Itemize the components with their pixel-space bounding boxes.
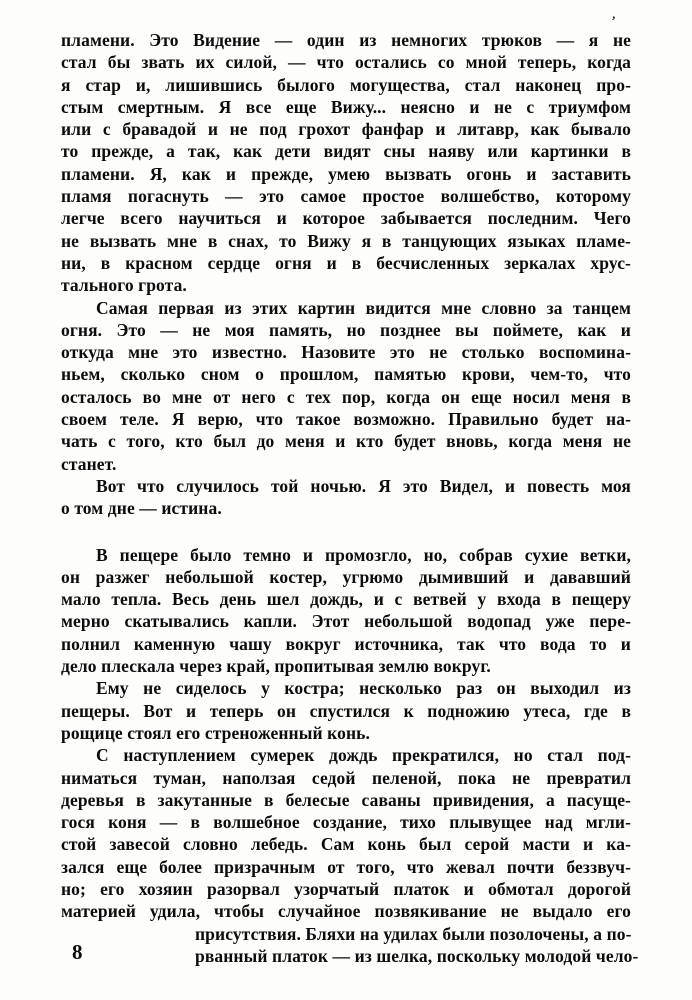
text-line: пещеры. Вот и теперь он спустился к подножию утеса, где в bbox=[61, 700, 631, 721]
text-line: полнил каменную чашу вокруг источника, так что вода то и bbox=[61, 633, 631, 654]
text-line: мерно скатывались капли. Этот небольшой водопад уже пере- bbox=[61, 611, 631, 632]
text-line: чать с того, кто был до меня и кто будет вновь, когда меня не bbox=[61, 431, 631, 452]
text-line: Самая первая из этих картин видится мне словно за танцем bbox=[96, 297, 631, 318]
paragraph bbox=[61, 677, 631, 744]
text-line: стой завесой словно лебедь. Сам конь был серой масти и ка- bbox=[61, 834, 631, 855]
scan-artifact-mark: ’ bbox=[610, 12, 617, 29]
text-line: осталось во мне от него с тех пор, когда он еще носил меня в bbox=[61, 386, 631, 407]
text-line: ниматься туман, наползая седой пеленой, пока не превратил bbox=[61, 767, 631, 788]
text-line: ньем, сколько сном о прошлом, памятью крови, чем-то, что bbox=[61, 364, 631, 385]
text-line: мало тепла. Весь день шел дождь, и с ветвей у входа в пещеру bbox=[61, 589, 631, 610]
text-line: С наступлением сумерек дождь прекратился, но стал под- bbox=[96, 745, 631, 766]
text-line: стым смертным. Я все еще Вижу... неясно и не с триумфом bbox=[61, 96, 631, 117]
text-line: то прежде, а так, как дети видят сны наяву или картинки в bbox=[61, 141, 631, 162]
text-line: стал бы звать их силой, — что остались со мной теперь, когда bbox=[61, 52, 631, 73]
text-line: материей удила, чтобы случайное позвякивание не выдало его bbox=[61, 901, 631, 922]
text-line: Ему не сиделось у костра; несколько раз он выходил из bbox=[96, 678, 631, 699]
text-line: рванный платок — из шелка, поскольку молодой чело- bbox=[195, 945, 639, 966]
text-line: о том дне — истина. bbox=[61, 498, 222, 519]
text-line: Вот что случилось той ночью. Я это Видел, и повесть моя bbox=[96, 475, 631, 496]
paragraph bbox=[61, 297, 631, 475]
text-line: дело плескала через край, пропитывая землю вокруг. bbox=[61, 656, 491, 677]
text-line: пламени. Это Видение — один из немногих трюков — я не bbox=[61, 30, 631, 50]
text-line: откуда мне это известно. Назовите это не столько воспомина- bbox=[61, 342, 631, 363]
text-line: рощице стоял его стреноженный конь. bbox=[61, 722, 370, 743]
text-line: зался еще более призрачным от того, что жевал почти беззвуч- bbox=[61, 856, 631, 877]
paragraph bbox=[61, 475, 631, 520]
page-number: 8 bbox=[72, 940, 83, 964]
text-line: В пещере было темно и промозгло, но, собрав сухие ветки, bbox=[96, 544, 631, 565]
text-line: я стар и, лишившись былого могущества, стал наконец про- bbox=[61, 74, 631, 95]
text-line: огня. Это — не моя память, но позднее вы поймете, как и bbox=[61, 319, 631, 340]
text-line: но; его хозяин разорвал узорчатый платок и обмотал дорогой bbox=[61, 878, 631, 899]
paragraph bbox=[61, 744, 639, 967]
body-text bbox=[61, 29, 639, 967]
text-line: пламя погаснуть — это самое простое волшебство, которому bbox=[61, 186, 631, 207]
text-line: или с бравадой и не под грохот фанфар и литавр, как бывало bbox=[61, 119, 631, 140]
text-line: тального грота. bbox=[61, 275, 187, 296]
text-line: своем теле. Я верю, что такое возможно. Правильно будет на- bbox=[61, 409, 631, 430]
text-line: не вызвать мне в снах, то Вижу я в танцующих языках пламе- bbox=[61, 230, 631, 251]
paragraph bbox=[61, 544, 631, 678]
text-line: легче всего научиться и которое забывается последним. Чего bbox=[61, 208, 631, 229]
text-line: деревья в закутанные в белесые саваны привидения, а пасуще- bbox=[61, 789, 631, 810]
text-line: гося коня — в волшебное создание, тихо плывущее над мгли- bbox=[61, 812, 631, 833]
text-line: он разжег небольшой костер, угрюмо дымивший и дававший bbox=[61, 566, 631, 587]
text-line: присутствия. Бляхи на удилах были позолочены, а по- bbox=[195, 923, 632, 944]
text-line: ни, в красном сердце огня и в бесчисленных зеркалах хрус- bbox=[61, 252, 631, 273]
text-line: пламени. Я, как и прежде, умею вызвать огонь и заставить bbox=[61, 163, 631, 184]
paragraph bbox=[61, 29, 631, 297]
text-line: станет. bbox=[61, 453, 117, 474]
